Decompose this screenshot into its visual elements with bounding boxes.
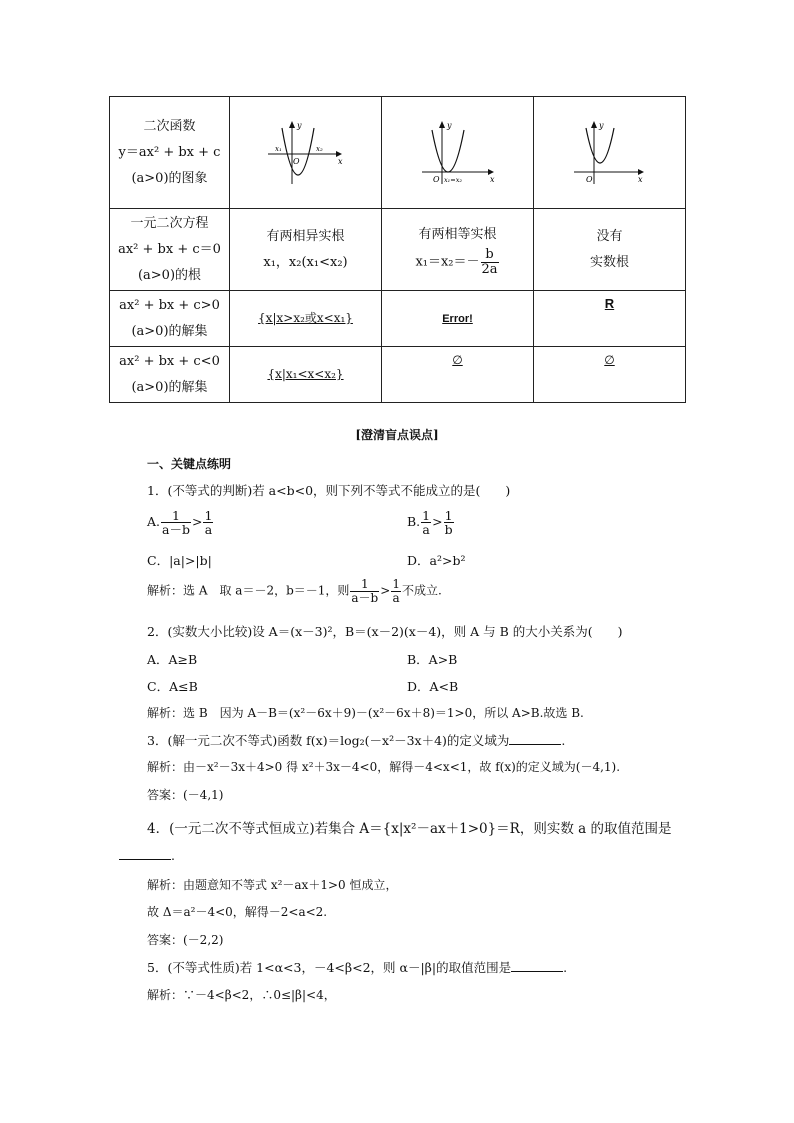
x2-label: x₂ [315,144,323,153]
q2-option-c: C．A≤B [147,679,198,694]
cell-less-two-roots [230,347,382,403]
header-line: (a>0)的图象 [131,170,208,186]
q5-solution: 解析：∵－4<β<2，∴0≤|β|<4， [147,988,336,1002]
parabola-two-roots-graph [266,118,346,188]
relation: > [191,514,203,530]
q1-option-a [147,509,214,536]
question-end: . [563,960,568,975]
subsection-title: 一、关键点练明 [147,457,232,471]
question-end: . [171,848,175,863]
numerator: 1 [204,508,213,523]
solution-set: R [604,296,615,311]
row-header-greater [110,291,230,347]
numerator: 1 [392,577,400,591]
header-line: (a>0)的根 [137,267,202,283]
denominator: a [422,522,430,538]
cell-greater-one-root [382,291,534,347]
y-axis-label: y [446,120,452,130]
header-line: ax² + bx + c>0 [119,297,220,313]
cell-line: 有两相等实根 [418,227,497,243]
cell-equal-roots [382,209,534,291]
cell-no-real-roots [534,209,686,291]
q2-option-d: D．A<B [407,679,459,694]
header-line: ax² + bx + c＝0 [118,241,221,257]
section-title: [澄清盲点误点] [355,428,439,442]
cell-line: x₁，x₂(x₁<x₂) [263,254,348,270]
header-line: (a>0)的解集 [131,379,208,395]
answer-blank [511,961,563,972]
q4-stem: 4．(一元二次不等式恒成立)若集合 A＝{x|x²－ax＋1>0}＝R，则实数 a 的取值范围是 [147,821,672,837]
x1-label: x₁ [274,144,282,153]
q4-answer: 答案：(－2,2) [147,933,224,947]
q2-stem: 2．(实数大小比较)设 A＝(x－3)²，B＝(x－2)(x－4)，则 A 与 B 的大小关系为( ) [147,624,623,639]
answer-blank [119,849,171,860]
q3-answer: 答案：(－4,1) [147,788,224,802]
table-row-roots [110,209,686,291]
solution-set: {x|x>x₂或x<x₁} [258,311,353,325]
header-line: 一元二次方程 [130,215,209,231]
denominator: a [392,590,400,605]
cell-line: 没有 [596,228,623,244]
header-line: 二次函数 [143,118,196,134]
q2-option-b: B．A>B [407,652,458,667]
x-axis-label: x [489,174,495,184]
relation: > [432,514,443,530]
option-label: A. [147,514,161,530]
relation: > [380,583,391,598]
solution-set: ∅ [604,353,615,367]
answer-blank [509,734,561,745]
table-row-less [110,347,686,403]
y-axis-label: y [598,120,604,130]
graph-two-roots-cell [230,97,382,209]
quadratic-summary-table [109,96,686,403]
y-axis-label: y [296,120,302,130]
cell-line: 有两相异实根 [266,228,345,244]
q4-solution-2: 故 Δ＝a²－4<0，解得－2<a<2. [147,905,328,919]
origin-label: O [292,156,300,166]
cell-less-no-root [534,347,686,403]
solution-set: Error! [442,312,473,325]
solution-text: 不成立. [401,583,442,598]
q2-option-a: A．A≥B [147,652,198,667]
double-root-label: x₁=x₂ [443,175,462,184]
table-row-greater [110,291,686,347]
cell-greater-two-roots [230,291,382,347]
numerator: 1 [161,509,191,523]
cell-two-distinct-roots [230,209,382,291]
row-header-roots [110,209,230,291]
solution-text: 解析：选 A 取 a＝－2，b＝－1，则 [147,583,350,598]
q1-solution [147,578,442,604]
fraction-b-over-2a [481,248,499,276]
denominator: a－b [162,522,190,538]
parabola-no-root-graph [570,118,650,188]
cell-greater-no-root [534,291,686,347]
formula-lhs: x₁＝x₂＝－ [415,255,480,270]
double-root-formula [382,248,533,276]
q4-stem-cont [119,848,175,863]
numerator: b [481,248,499,263]
numerator: 1 [444,508,453,523]
question-text: 5．(不等式性质)若 1<α<3，－4<β<2，则 α－|β|的取值范围是 [147,960,512,975]
denominator: 2a [481,262,498,277]
q2-solution: 解析：选 B 因为 A－B＝(x²－6x＋9)－(x²－6x＋8)＝1>0，所以 A>B.故选 B. [147,706,584,720]
cell-less-one-root [382,347,534,403]
denominator: b [444,522,453,538]
header-line: ax² + bx + c<0 [119,353,220,369]
x-axis-label: x [637,174,643,184]
numerator: 1 [422,508,431,523]
x-axis-label: x [337,156,343,166]
question-text: 3．(解一元二次不等式)函数 f(x)＝log₂(－x²－3x＋4)的定义域为 [147,733,510,748]
header-line: y＝ax² + bx + c [118,144,221,160]
denominator: a [204,522,213,538]
solution-set: {x|x₁<x<x₂} [267,367,344,381]
q1-stem: 1．(不等式的判断)若 a<b<0，则下列不等式不能成立的是( ) [147,483,511,498]
row-header-graph [110,97,230,209]
option-label: B. [407,514,421,530]
table-row-graph [110,97,686,209]
q1-option-c: C．|a|>|b| [147,553,212,568]
graph-one-root-cell [382,97,534,209]
q3-solution: 解析：由－x²－3x＋4>0 得 x²＋3x－4<0，解得－4<x<1，故 f(x)的定义域为(－4,1). [147,760,621,774]
origin-label: O [585,174,593,184]
header-line: (a>0)的解集 [131,323,208,339]
question-end: . [561,733,566,748]
origin-label: O [432,174,440,184]
denominator: a－b [351,590,379,605]
q3-stem [147,731,565,749]
q1-option-b [407,509,455,536]
parabola-one-root-graph [418,118,498,188]
row-header-less [110,347,230,403]
q5-stem [147,958,567,976]
cell-line: 实数根 [589,254,629,270]
q4-solution-1: 解析：由题意知不等式 x²－ax＋1>0 恒成立， [147,878,398,892]
numerator: 1 [350,578,379,592]
solution-set: ∅ [452,353,463,367]
q1-option-d: D．a²>b² [407,553,466,568]
graph-no-root-cell [534,97,686,209]
